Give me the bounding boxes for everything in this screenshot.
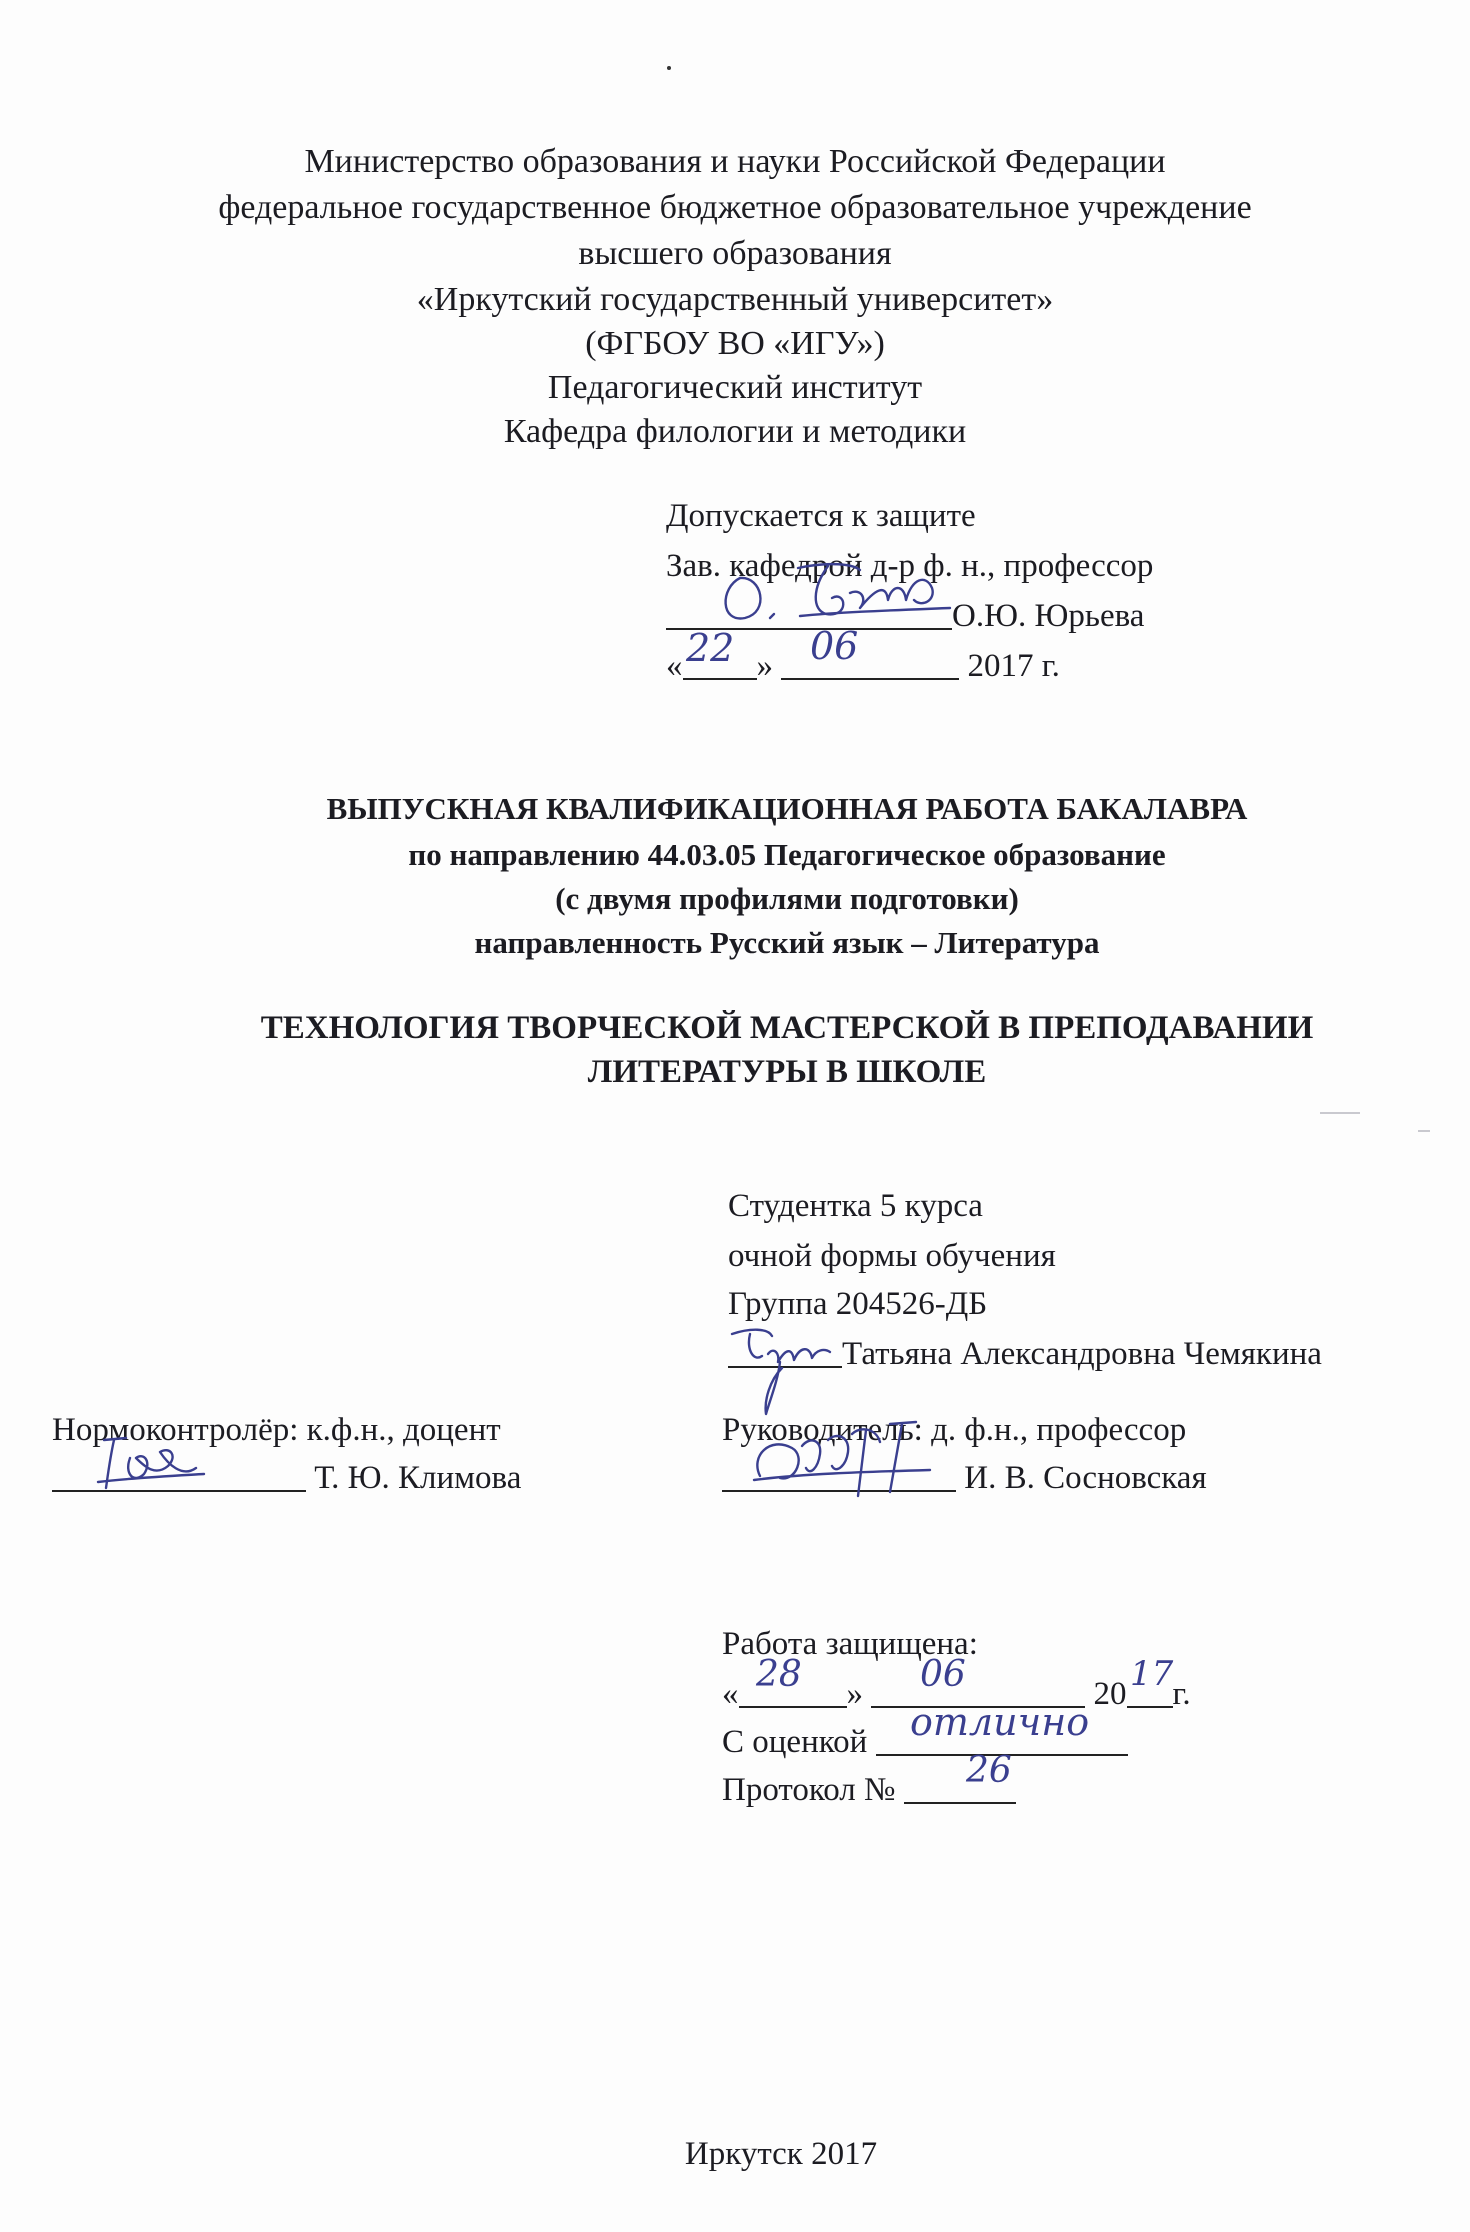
handwritten-grade: отлично xyxy=(910,1700,1090,1744)
signature-blank xyxy=(722,1460,956,1492)
normcontrol-title: Нормоконтролёр: к.ф.н., доцент xyxy=(52,1412,501,1448)
date-close-quote: » xyxy=(756,648,773,684)
topic-line-2: ЛИТЕРАТУРЫ В ШКОЛЕ xyxy=(587,1054,987,1090)
department-line: Кафедра филологии и методики xyxy=(503,413,967,450)
university-name-line: «Иркутский государственный университет» xyxy=(416,281,1054,318)
scan-speck xyxy=(667,66,671,70)
student-signature-line xyxy=(728,1334,1322,1374)
institution-type-line: федеральное государственное бюджетное образовательное учреждение xyxy=(218,189,1252,226)
defense-year-suffix: г. xyxy=(1172,1676,1191,1712)
university-abbreviation-line: (ФГБОУ ВО «ИГУ») xyxy=(585,325,885,362)
normcontrol-name: Т. Ю. Климова xyxy=(314,1460,522,1496)
student-group: Группа 204526-ДБ xyxy=(728,1286,988,1322)
handwritten-defense-day: 28 xyxy=(756,1654,802,1695)
handwritten-defense-year: 17 xyxy=(1130,1654,1174,1694)
specialization: направленность Русский язык – Литература xyxy=(474,925,1100,960)
protocol-label: Протокол № xyxy=(722,1772,896,1808)
student-course: Студентка 5 курса xyxy=(728,1188,983,1224)
work-type-title: ВЫПУСКНАЯ КВАЛИФИКАЦИОННАЯ РАБОТА БАКАЛАВРА xyxy=(326,791,1248,826)
defense-open-quote: « xyxy=(722,1676,739,1712)
date-open-quote: « xyxy=(666,648,683,684)
supervisor-title: Руководитель: д. ф.н., профессор xyxy=(722,1412,1187,1448)
grade-label: С оценкой xyxy=(722,1724,868,1760)
student-study-form: очной формы обучения xyxy=(728,1238,1056,1274)
supervisor-name: И. В. Сосновская xyxy=(964,1460,1207,1496)
handwritten-defense-month: 06 xyxy=(920,1654,966,1695)
scan-mark xyxy=(1320,1112,1360,1114)
admitted-to-defense: Допускается к защите xyxy=(666,498,976,534)
head-of-department-title: Зав. кафедрой д-р ф. н., профессор xyxy=(666,548,1154,584)
normcontrol-signature-line xyxy=(52,1458,521,1498)
supervisor-signature-line xyxy=(722,1458,1207,1498)
handwritten-month: 06 xyxy=(810,624,859,668)
head-of-department-name: О.Ю. Юрьева xyxy=(952,598,1145,634)
topic-line-1: ТЕХНОЛОГИЯ ТВОРЧЕСКОЙ МАСТЕРСКОЙ В ПРЕПОДАВАНИИ xyxy=(260,1010,1314,1046)
institute-line: Педагогический институт xyxy=(547,369,923,406)
month-blank xyxy=(781,648,959,680)
signature-blank xyxy=(52,1460,306,1492)
handwritten-day: 22 xyxy=(686,626,735,670)
defense-year-prefix: 20 xyxy=(1093,1676,1127,1712)
handwritten-protocol-number: 26 xyxy=(966,1750,1012,1791)
scan-mark xyxy=(1418,1130,1430,1132)
city-year-footer: Иркутск 2017 xyxy=(684,2136,878,2172)
education-level-line: высшего образования xyxy=(578,235,892,272)
head-signature-line xyxy=(666,596,1144,636)
signature-blank xyxy=(728,1336,842,1368)
profiles-note: (с двумя профилями подготовки) xyxy=(555,881,1019,916)
date-year: 2017 г. xyxy=(967,648,1060,684)
defense-label: Работа защищена: xyxy=(722,1626,978,1662)
defense-close-quote: » xyxy=(846,1676,863,1712)
study-direction: по направлению 44.03.05 Педагогическое образование xyxy=(408,837,1166,872)
student-name: Татьяна Александровна Чемякина xyxy=(842,1336,1322,1372)
ministry-line: Министерство образования и науки Российской Федерации xyxy=(304,143,1166,180)
